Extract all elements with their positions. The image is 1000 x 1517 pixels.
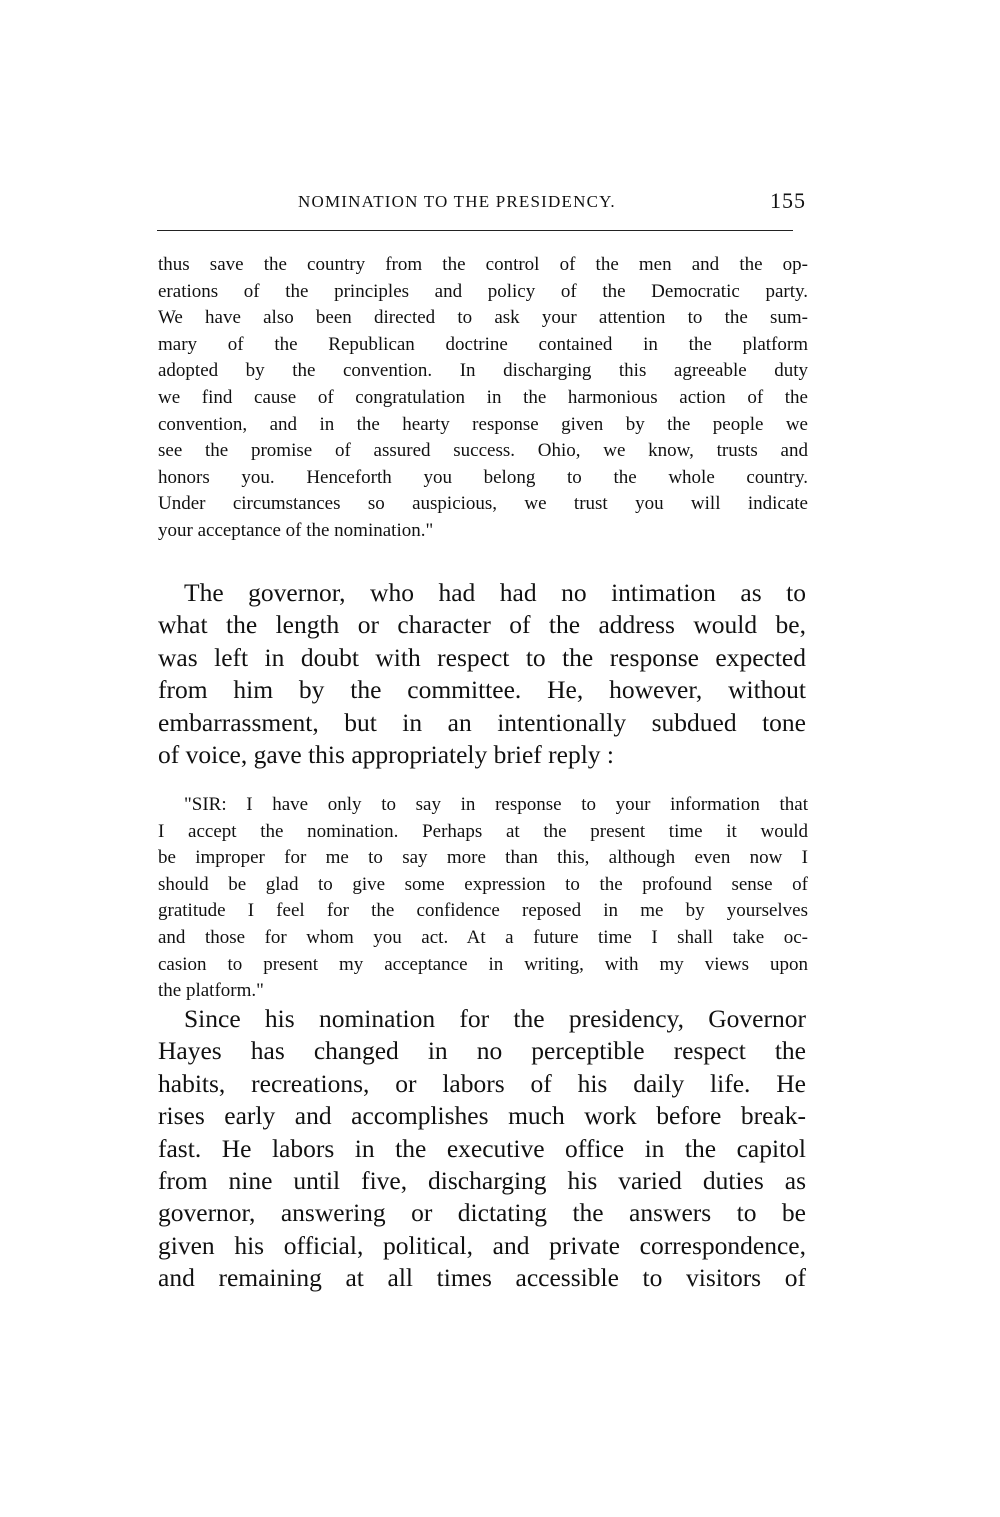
text-line: habits, recreations, or labors of his daily life. He <box>158 1068 806 1098</box>
header-rule-divider <box>157 230 793 231</box>
text-line: casion to present my acceptance in writing, with my views upon <box>158 953 808 975</box>
text-line: Under circumstances so auspicious, we trust you will indicate <box>158 493 808 515</box>
paragraph-governor-reply-intro <box>158 577 806 771</box>
text-line: be improper for me to say more than this, although even now I <box>158 847 808 869</box>
text-line: should be glad to give some expression to the profound sense of <box>158 873 808 895</box>
text-line: fast. He labors in the executive office in the capitol <box>158 1133 806 1163</box>
text-line: erations of the principles and policy of the Democratic party. <box>158 280 808 302</box>
text-line: and those for whom you act. At a future time I shall take oc- <box>158 926 808 948</box>
text-line: Since his nomination for the presidency, Governor <box>184 1004 806 1033</box>
text-line: convention, and in the hearty response given by the people we <box>158 413 808 435</box>
text-line: rises early and accomplishes much work before break- <box>158 1101 806 1131</box>
paragraph-daily-life <box>158 1003 806 1295</box>
page-number: 155 <box>770 188 806 213</box>
text-line: honors you. Henceforth you belong to the whole country. <box>158 466 808 488</box>
text-line: mary of the Republican doctrine contained in the platform <box>158 333 808 355</box>
text-line: what the length or character of the address would be, <box>158 610 806 640</box>
governor-reply-quotation <box>158 792 808 1005</box>
text-line: We have also been directed to ask your attention to the sum- <box>158 307 808 329</box>
text-line: governor, answering or dictating the answers to be <box>158 1198 806 1228</box>
text-line: the platform." <box>158 980 264 1002</box>
text-line: from nine until five, discharging his varied duties as <box>158 1166 806 1196</box>
text-line: and remaining at all times accessible to visitors of <box>158 1263 806 1293</box>
text-line: was left in doubt with respect to the response expected <box>158 642 806 672</box>
text-line: from him by the committee. He, however, without <box>158 675 806 705</box>
text-line: embarrassment, but in an intentionally subdued tone <box>158 707 806 737</box>
text-line: your acceptance of the nomination." <box>158 519 434 541</box>
continued-quotation <box>158 252 808 545</box>
text-line: given his official, political, and private correspondence, <box>158 1230 806 1260</box>
text-line: "SIR: I have only to say in response to your information that <box>184 794 808 815</box>
text-line: Hayes has changed in no perceptible respect the <box>158 1036 806 1066</box>
running-head <box>158 188 806 218</box>
text-line: thus save the country from the control of the men and the op- <box>158 254 808 275</box>
text-line: see the promise of assured success. Ohio, we know, trusts and <box>158 440 808 462</box>
text-line: we find cause of congratulation in the harmonious action of the <box>158 386 808 408</box>
text-line: of voice, gave this appropriately brief reply : <box>158 740 614 770</box>
text-line: adopted by the convention. In discharging this agreeable duty <box>158 360 808 382</box>
running-title: NOMINATION TO THE PRESIDENCY. <box>298 192 616 211</box>
text-line: The governor, who had had no intimation as to <box>184 578 806 607</box>
text-line: I accept the nomination. Perhaps at the present time it would <box>158 820 808 842</box>
text-line: gratitude I feel for the confidence reposed in me by yourselves <box>158 900 808 922</box>
